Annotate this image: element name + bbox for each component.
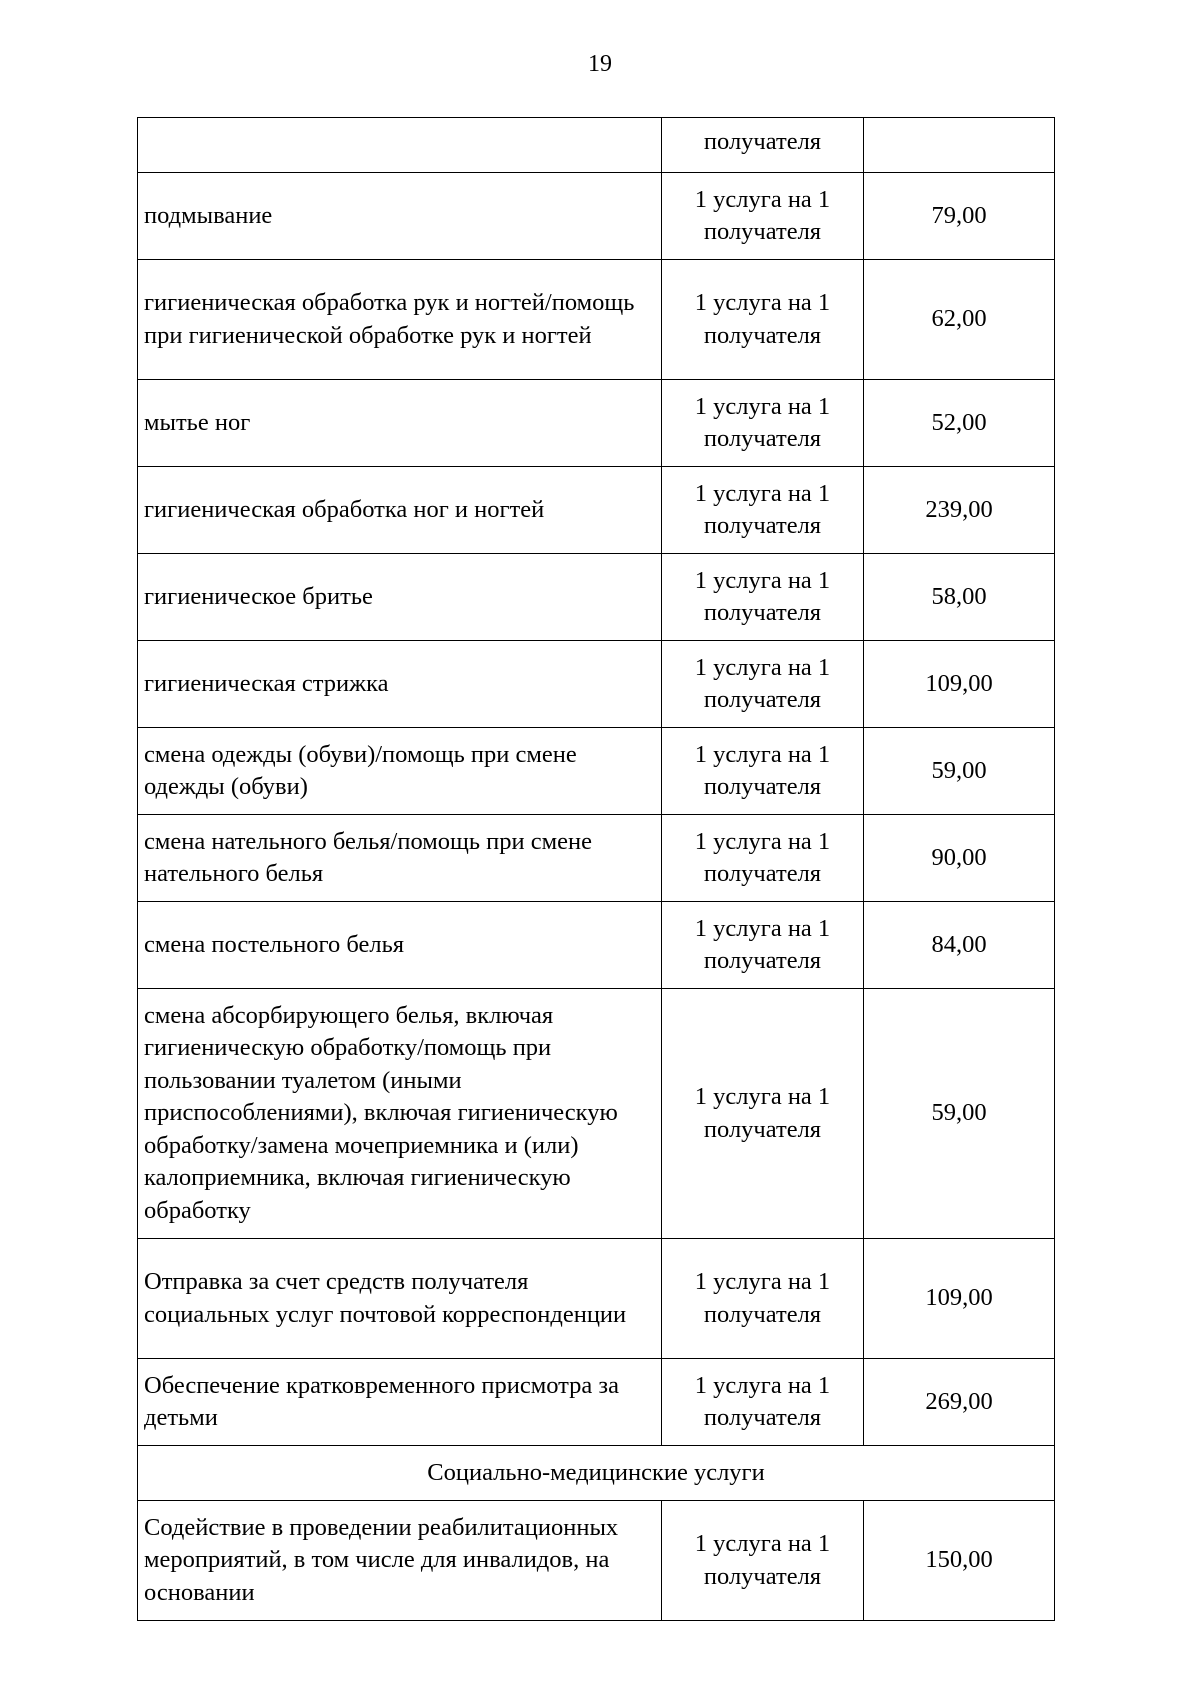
unit-line: получателя xyxy=(703,1404,822,1431)
unit-line: 1 услуга на 1 xyxy=(694,392,831,420)
unit-line: 1 услуга на 1 xyxy=(694,827,831,855)
unit-line: 1 услуга на 1 xyxy=(694,653,831,681)
section-title: Социально-медицинские услуги xyxy=(138,1446,1055,1501)
unit-line: получателя xyxy=(703,1562,822,1590)
service-name-cell: подмывание xyxy=(138,173,662,260)
unit-line: 1 услуга на 1 xyxy=(694,1530,831,1557)
table-row-continued xyxy=(138,118,1055,173)
unit-cell xyxy=(662,815,864,902)
table-row xyxy=(138,1359,1055,1446)
service-name-cell: гигиеническая обработка рук и ногтей/помощь при гигиенической обработке рук и ногтей xyxy=(138,260,662,380)
price-cell xyxy=(864,118,1055,173)
unit-line: получателя xyxy=(703,773,822,800)
table-row xyxy=(138,554,1055,641)
page-number: 19 xyxy=(588,51,612,77)
unit-cell xyxy=(662,380,864,467)
service-name-cell: смена постельного белья xyxy=(138,902,662,989)
price-cell: 52,00 xyxy=(864,380,1055,467)
unit-cell xyxy=(662,1501,864,1621)
table-row xyxy=(138,902,1055,989)
unit-cell xyxy=(662,173,864,260)
table-row xyxy=(138,641,1055,728)
price-cell: 150,00 xyxy=(864,1501,1055,1621)
unit-cell xyxy=(662,260,864,380)
price-cell: 84,00 xyxy=(864,902,1055,989)
service-name-cell: смена одежды (обуви)/помощь при смене одежды (обуви) xyxy=(138,728,662,815)
unit-cell xyxy=(662,1359,864,1446)
unit-line: получателя xyxy=(703,1115,822,1143)
price-cell: 58,00 xyxy=(864,554,1055,641)
price-cell: 269,00 xyxy=(864,1359,1055,1446)
unit-cell xyxy=(662,467,864,554)
price-cell: 90,00 xyxy=(864,815,1055,902)
unit-line: получателя xyxy=(703,218,822,245)
unit-line: получателя xyxy=(703,512,822,539)
service-name-cell xyxy=(138,118,662,173)
price-cell: 59,00 xyxy=(864,728,1055,815)
service-name-cell: Отправка за счет средств получателя социальных услуг почтовой корреспонденции xyxy=(138,1239,662,1359)
unit-line: 1 услуга на 1 xyxy=(694,1268,831,1295)
service-name-cell: гигиеническая обработка ног и ногтей xyxy=(138,467,662,554)
table-row xyxy=(138,989,1055,1239)
unit-line: 1 услуга на 1 xyxy=(694,289,831,316)
service-name-cell: смена абсорбирующего белья, включая гигиеническую обработку/помощь при пользовании туалетом (иными приспособлениями), включая гигиеническую обработку/замена мочеприемника и (или) калоприемника, включая гигиеническую обработку xyxy=(138,989,662,1239)
price-cell: 79,00 xyxy=(864,173,1055,260)
table-row xyxy=(138,380,1055,467)
table-row xyxy=(138,467,1055,554)
service-name-cell: гигиеническая стрижка xyxy=(138,641,662,728)
unit-cell: получателя xyxy=(662,118,864,173)
unit-cell xyxy=(662,554,864,641)
table-row xyxy=(138,1239,1055,1359)
unit-line: получателя xyxy=(703,425,822,452)
unit-line: 1 услуга на 1 xyxy=(694,566,831,594)
table-row xyxy=(138,815,1055,902)
unit-cell xyxy=(662,902,864,989)
unit-line: получателя xyxy=(703,686,822,713)
table-row xyxy=(138,728,1055,815)
unit-line: 1 услуга на 1 xyxy=(694,1083,831,1110)
price-cell: 109,00 xyxy=(864,1239,1055,1359)
table-row xyxy=(138,173,1055,260)
unit-cell xyxy=(662,728,864,815)
service-name-cell: мытье ног xyxy=(138,380,662,467)
unit-line: получателя xyxy=(703,1300,822,1328)
service-name-cell: Содействие в проведении реабилитационных мероприятий, в том числе для инвалидов, на основании xyxy=(138,1501,662,1621)
unit-line: 1 услуга на 1 xyxy=(694,479,831,507)
unit-cell xyxy=(662,989,864,1239)
unit-cell xyxy=(662,1239,864,1359)
services-price-table xyxy=(137,117,1055,1621)
unit-line: 1 услуга на 1 xyxy=(694,1371,831,1399)
price-cell: 62,00 xyxy=(864,260,1055,380)
unit-line: получателя xyxy=(703,860,822,887)
unit-line: получателя xyxy=(703,321,822,349)
unit-line: получателя xyxy=(703,599,822,626)
unit-cell xyxy=(662,641,864,728)
table-row xyxy=(138,1501,1055,1621)
unit-line: получателя xyxy=(703,947,822,974)
price-cell: 59,00 xyxy=(864,989,1055,1239)
service-name-cell: Обеспечение кратковременного присмотра за детьми xyxy=(138,1359,662,1446)
table-row xyxy=(138,260,1055,380)
unit-line: 1 услуга на 1 xyxy=(694,185,831,213)
price-cell: 109,00 xyxy=(864,641,1055,728)
unit-line: 1 услуга на 1 xyxy=(694,740,831,768)
price-cell: 239,00 xyxy=(864,467,1055,554)
unit-line: 1 услуга на 1 xyxy=(694,914,831,942)
service-name-cell: смена нательного белья/помощь при смене нательного белья xyxy=(138,815,662,902)
service-name-cell: гигиеническое бритье xyxy=(138,554,662,641)
section-header-row xyxy=(138,1446,1055,1501)
